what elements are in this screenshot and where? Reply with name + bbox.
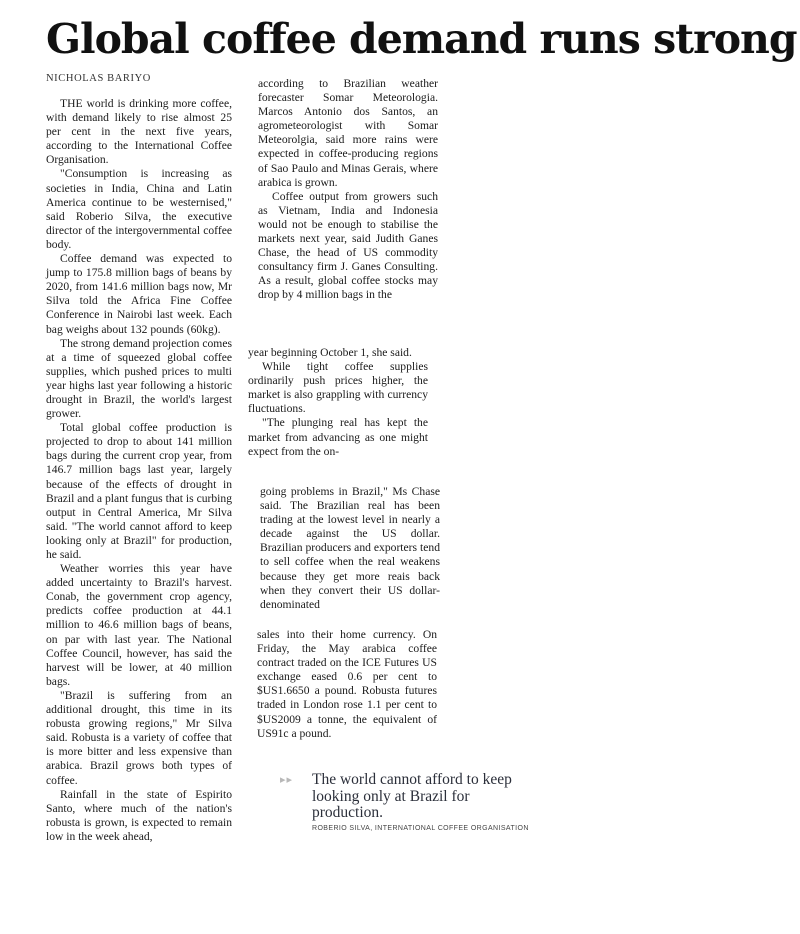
paragraph: Total global coffee production is projected to drop to about 141 million bags during the current crop year, from 146.7 million bags last year, largely because of the effects of drought in Brazil and a plant fungus that is curbing output in Central America, Mr Silva said. "The world cannot afford to keep looking only at Brazil" for production, he said. <box>46 421 232 561</box>
byline: NICHOLAS BARIYO <box>46 73 151 84</box>
paragraph: "The plunging real has kept the market from advancing as one might expect from the on- <box>248 416 428 458</box>
paragraph: Rainfall in the state of Espirito Santo, where much of the nation's robusta is grown, is expected to remain low in the week ahead, <box>46 787 232 843</box>
paragraph: year beginning October 1, she said. <box>248 346 412 359</box>
article-column-1 <box>46 97 232 844</box>
article-column-2-segment-1 <box>258 77 438 303</box>
pull-quote-attribution: ROBERIO SILVA, INTERNATIONAL COFFEE ORGANISATION <box>312 824 529 832</box>
paragraph: "Brazil is suffering from an additional drought, this time in its robusta growing regions," Mr Silva said. Robusta is a variety of coffee that is more bitter and less expensive than arabica. Brazil grows both types of coffee. <box>46 688 232 787</box>
pull-quote <box>280 772 580 832</box>
paragraph: Weather worries this year have added uncertainty to Brazil's harvest. Conab, the government crop agency, predicts coffee production at 44.1 million to 46.6 million bags of beans, on par with last year. The National Coffee Council, however, has said the harvest will be lower, at 40 million bags. <box>46 562 232 688</box>
paragraph: Coffee output from growers such as Vietnam, India and Indonesia would not be enough to stabilise the markets next year, said Judith Ganes Chase, the head of US commodity consultancy firm J. Ganes Consulting. As a result, global coffee stocks may drop by 4 million bags in the <box>258 189 438 302</box>
headline: Global coffee demand runs strong <box>46 15 797 63</box>
article-column-2-segment-2 <box>248 346 428 459</box>
paragraph: going problems in Brazil," Ms Chase said. The Brazilian real has been trading at the lowest level in nearly a decade against the US dollar. Brazilian producers and exporters tend to sell coffee when the real weakens because they get more reais back when they convert their US dollar-denominated <box>260 485 440 611</box>
paragraph: according to Brazilian weather forecaster Somar Meteorologia. Marcos Antonio dos Santos, an agrometeorologist with Somar Meteorolgia, said more rains were expected in coffee-producing regions of Sao Paulo and Minas Gerais, where arabica is grown. <box>258 77 438 189</box>
paragraph: The strong demand projection comes at a time of squeezed global coffee supplies, which pushed prices to multi year highs last year following a historic drought in Brazil, the world's largest grower. <box>46 336 232 421</box>
article-column-2-segment-4 <box>257 628 437 741</box>
paragraph: sales into their home currency. On Friday, the May arabica coffee contract traded on the ICE Futures US exchange eased 0.6 per cent to $US1.6650 a pound. Robusta futures traded in London rose 1.1 per cent to $US2009 a tonne, the equivalent of US91c a pound. <box>257 628 437 740</box>
quote-marks-icon: ▸▸ <box>280 773 294 786</box>
paragraph: Coffee demand was expected to jump to 175.8 million bags of beans by 2020, from 141.6 million bags now, Mr Silva told the Africa Fine Coffee Conference in Nairobi last week. Each bag weighs about 132 pounds (60kg). <box>46 252 232 336</box>
paragraph: "Consumption is increasing as societies in India, China and Latin America continue to be westernised," said Roberio Silva, the executive director of the intergovernmental coffee body. <box>46 167 232 251</box>
paragraph: While tight coffee supplies ordinarily push prices higher, the market is also grappling with currency fluctuations. <box>248 360 428 416</box>
paragraph: THE world is drinking more coffee, with demand likely to rise almost 25 per cent in the next five years, according to the International Coffee Organisation. <box>46 97 232 167</box>
article-column-2-segment-3 <box>260 485 440 612</box>
pull-quote-text: The world cannot afford to keep looking only at Brazil for production. <box>312 771 512 821</box>
